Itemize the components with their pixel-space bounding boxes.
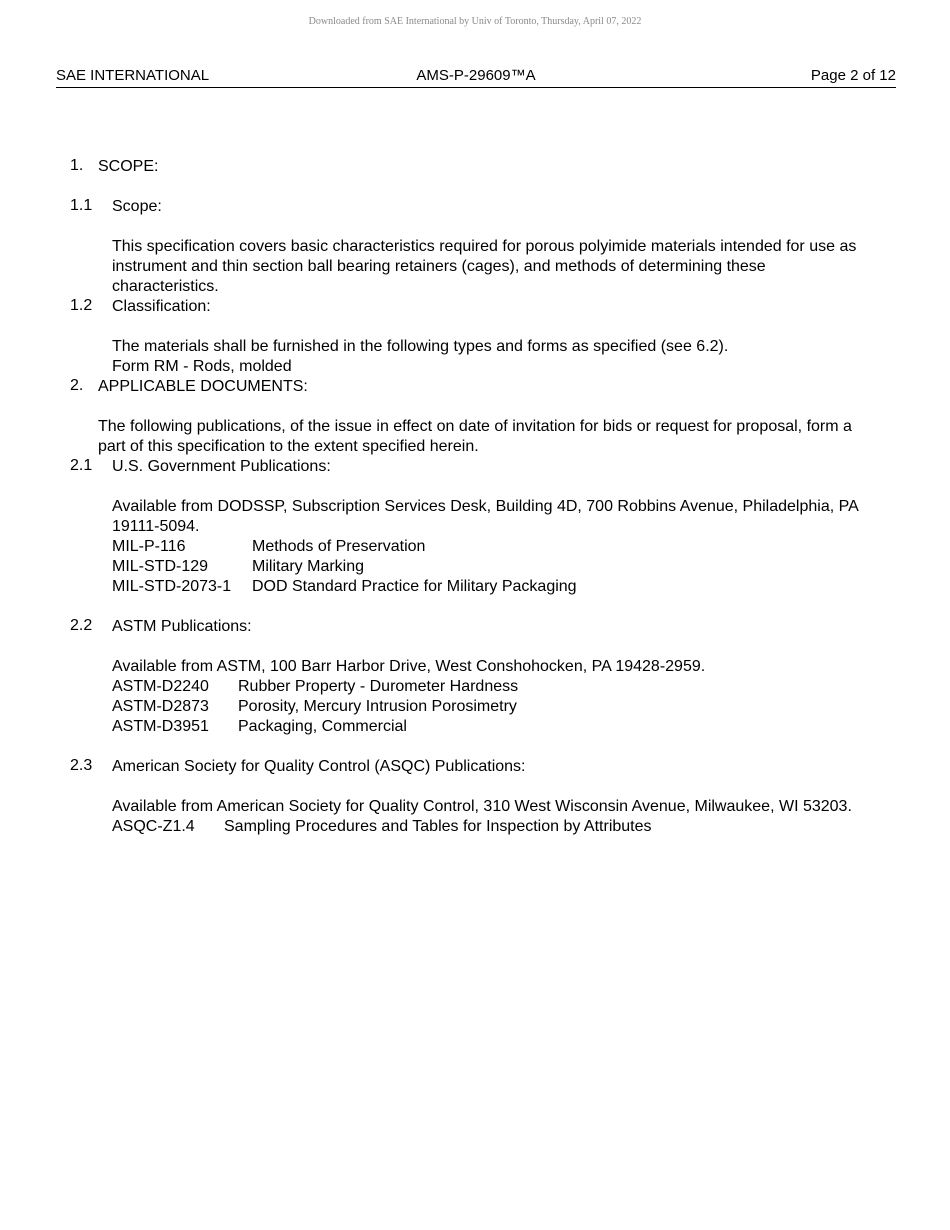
scope-paragraph: This specification covers basic characteristics required for porous polyimide materials intended for use as instrument and thin section ball bearing retainers (cages), and methods of determining these characteristics. [112, 238, 857, 295]
section-2-heading [70, 377, 870, 397]
section-number: 1.1 [70, 197, 93, 214]
page-header [56, 67, 896, 88]
us-gov-reference-list [70, 537, 870, 597]
section-title: U.S. Government Publications: [112, 458, 331, 475]
section-number: 2.2 [70, 617, 93, 634]
section-2-1-heading [70, 457, 870, 477]
reference-row [112, 577, 870, 597]
reference-row [112, 817, 870, 837]
section-1-heading [70, 157, 870, 177]
section-title: SCOPE: [98, 158, 159, 175]
section-number: 1. [70, 157, 84, 174]
reference-title: DOD Standard Practice for Military Packaging [252, 578, 577, 595]
section-number: 2.3 [70, 757, 93, 774]
reference-title: Rubber Property - Durometer Hardness [238, 678, 519, 695]
reference-title: Porosity, Mercury Intrusion Porosimetry [238, 698, 517, 715]
dodssp-availability: Available from DODSSP, Subscription Services Desk, Building 4D, 700 Robbins Avenue, Philadelphia, PA 19111-5094. [112, 498, 858, 535]
reference-code: MIL-STD-129 [112, 558, 209, 575]
header-page-number: Page 2 of 12 [810, 67, 896, 84]
reference-code: ASQC-Z1.4 [112, 818, 195, 835]
section-1-1-heading [70, 197, 870, 217]
reference-row [112, 717, 870, 737]
section-title: APPLICABLE DOCUMENTS: [98, 378, 308, 395]
section-2-2-heading [70, 617, 870, 637]
classification-paragraph: The materials shall be furnished in the following types and forms as specified (see 6.2). [112, 338, 729, 355]
reference-title: Methods of Preservation [252, 538, 426, 555]
asqc-reference-list [70, 817, 870, 837]
reference-row [112, 537, 870, 557]
section-title: American Society for Quality Control (ASQC) Publications: [112, 758, 526, 775]
download-watermark: Downloaded from SAE International by Univ of Toronto, Thursday, April 07, 2022 [308, 16, 642, 27]
form-item: Form RM - Rods, molded [112, 358, 292, 375]
astm-reference-list [70, 677, 870, 737]
reference-row [112, 677, 870, 697]
reference-title: Military Marking [252, 558, 365, 575]
reference-code: ASTM-D2873 [112, 698, 209, 715]
section-number: 2.1 [70, 457, 93, 474]
document-body [70, 157, 870, 857]
section-title: Classification: [112, 298, 211, 315]
reference-code: MIL-STD-2073-1 [112, 578, 232, 595]
asqc-availability: Available from American Society for Quality Control, 310 West Wisconsin Avenue, Milwaukee, WI 53203. [112, 798, 852, 815]
astm-availability: Available from ASTM, 100 Barr Harbor Drive, West Conshohocken, PA 19428-2959. [112, 658, 706, 675]
reference-row [112, 557, 870, 577]
reference-code: ASTM-D2240 [112, 678, 209, 695]
applicable-documents-paragraph: The following publications, of the issue in effect on date of invitation for bids or request for proposal, form a part of this specification to the extent specified herein. [98, 418, 852, 455]
section-title: Scope: [112, 198, 162, 215]
reference-code: MIL-P-116 [112, 538, 186, 555]
reference-row [112, 697, 870, 717]
section-1-2-heading [70, 297, 870, 317]
section-title: ASTM Publications: [112, 618, 252, 635]
header-doc-number: AMS-P-29609™A [416, 67, 536, 84]
reference-title: Sampling Procedures and Tables for Inspection by Attributes [224, 818, 652, 835]
header-org: SAE INTERNATIONAL [56, 67, 210, 84]
section-number: 1.2 [70, 297, 93, 314]
section-number: 2. [70, 377, 84, 394]
reference-title: Packaging, Commercial [238, 718, 407, 735]
reference-code: ASTM-D3951 [112, 718, 209, 735]
section-2-3-heading [70, 757, 870, 777]
